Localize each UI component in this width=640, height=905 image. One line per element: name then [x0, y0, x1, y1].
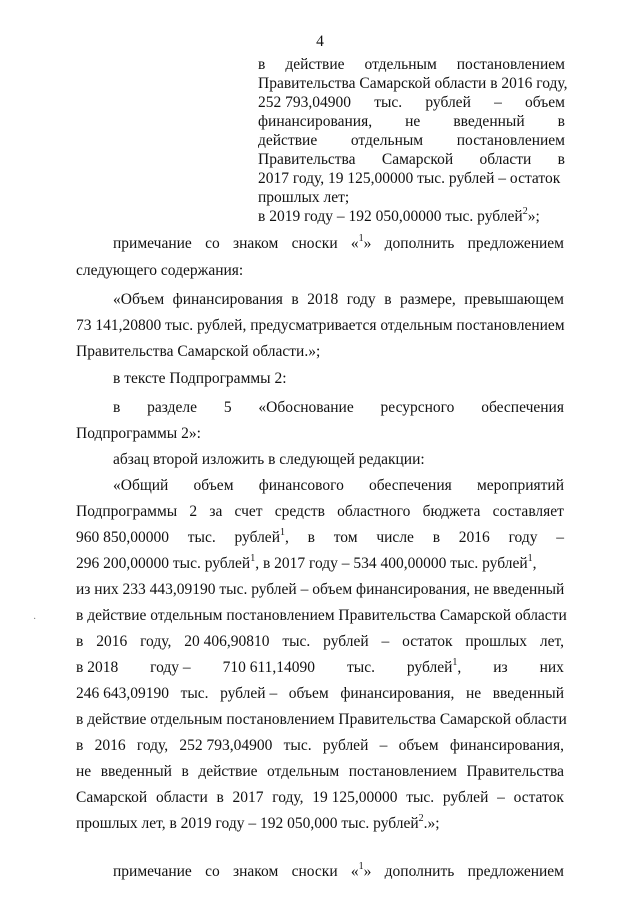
quote2-line: из них 233 443,09190 тыс. рублей – объем финансирования, не введенный — [76, 581, 565, 598]
quote2-line: не введенный в действие отдельным постановлением Правительства — [76, 763, 564, 780]
cell-line: действие отдельным постановлением — [258, 132, 565, 149]
subprogram-line: в тексте Подпрограммы 2: — [113, 370, 287, 387]
page-number: 4 — [316, 33, 324, 50]
note-line: примечание со знаком сноски «$^1$» дополнить предложением — [113, 232, 564, 252]
cell-line: Правительства Самарской области в 2016 году, — [258, 75, 568, 92]
quote2-line: 246 643,09190 тыс. рублей – объем финансирования, не введенный — [76, 685, 564, 702]
cell-line: финансирования, не введенный в — [258, 113, 565, 130]
note2-line: примечание со знаком сноски «$^1$» дополнить предложением — [113, 860, 564, 880]
quote2-line: «Общий объем финансового обеспечения мероприятий — [113, 477, 564, 494]
cell-line: в 2019 году – 192 050,00000 тыс. рублей$^2$»; — [258, 205, 540, 225]
quote2-line: 960 850,00000 тыс. рублей$^1$, в том числе в 2016 году – — [76, 526, 564, 546]
scan-mark: · — [33, 614, 37, 625]
quote-line: Правительства Самарской области.»; — [76, 343, 321, 360]
cell-line: прошлых лет; — [258, 189, 350, 206]
quote-line: «Объем финансирования в 2018 году в размере, превышающем — [113, 291, 564, 308]
quote2-line: в 2016 году, 252 793,04900 тыс. рублей – объем финансирования, — [76, 737, 564, 754]
quote2-line: в действие отдельным постановлением Правительства Самарской области — [76, 607, 567, 624]
instruction-line: абзац второй изложить в следующей редакции: — [113, 451, 425, 468]
section-line: в разделе 5 «Обоснование ресурсного обеспечения — [113, 399, 564, 416]
quote2-line: Самарской области в 2017 году, 19 125,00000 тыс. рублей – остаток — [76, 789, 564, 806]
quote2-line: в 2018 году – 710 611,14090 тыс. рублей$^1$, из них — [76, 656, 564, 676]
quote2-line: прошлых лет, в 2019 году – 192 050,000 тыс. рублей$^2$.»; — [76, 812, 440, 832]
quote2-line: 296 200,00000 тыс. рублей$^1$, в 2017 году – 534 400,00000 тыс. рублей$^1$, — [76, 552, 537, 572]
quote2-line: в действие отдельным постановлением Правительства Самарской области — [76, 711, 567, 728]
quote2-line: Подпрограммы 2 за счет средств областного бюджета составляет — [76, 503, 564, 520]
cell-line: 252 793,04900 тыс. рублей – объем — [258, 94, 565, 111]
quote-line: 73 141,20800 тыс. рублей, предусматривается отдельным постановлением — [76, 317, 565, 334]
quote2-line: в 2016 году, 20 406,90810 тыс. рублей – остаток прошлых лет, — [76, 633, 564, 650]
section-line: Подпрограммы 2»: — [76, 425, 201, 442]
note-line: следующего содержания: — [76, 262, 244, 279]
cell-line: 2017 году, 19 125,00000 тыс. рублей – остаток — [258, 170, 561, 187]
cell-line: в действие отдельным постановлением — [258, 56, 565, 73]
cell-line: Правительства Самарской области в — [258, 151, 565, 168]
